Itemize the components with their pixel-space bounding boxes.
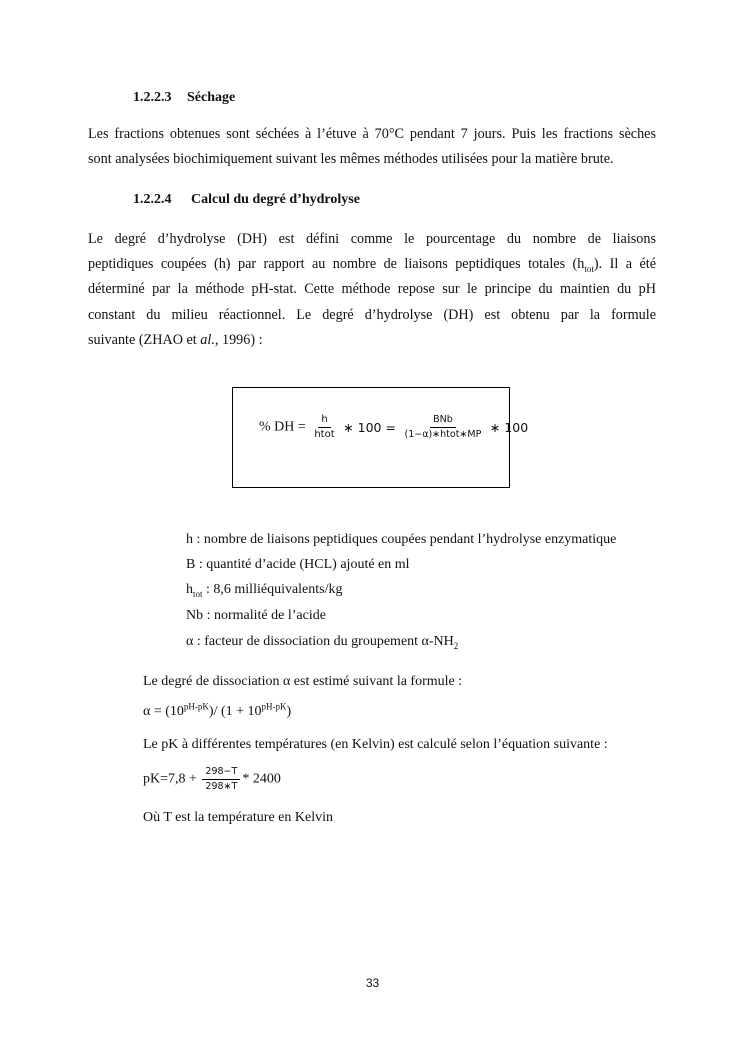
formula-mid: ∗ 100 = (343, 420, 396, 435)
text-run: * 2400 (242, 771, 281, 787)
definition-nb: Nb : normalité de l’acide (186, 608, 326, 623)
pk-note: Où T est la température en Kelvin (143, 810, 333, 825)
text-run: α = (10 (143, 704, 184, 719)
section-title: Séchage (187, 90, 236, 105)
text-run: ). Il a été (593, 256, 656, 273)
formula-lhs: % DH = (259, 419, 306, 435)
superscript: pH-pK (183, 701, 209, 712)
fraction-numerator: h (318, 414, 330, 428)
dissociation-formula (143, 701, 292, 720)
paragraph-line: sont analysées biochimiquement suivant les mêmes méthodes utilisées pour la matière brute. (88, 151, 614, 168)
paragraph-line: Les fractions obtenues sont séchées à l’étuve à 70°C pendant 7 jours. Puis les fractions sèches (88, 126, 656, 142)
definition-htot (186, 582, 343, 598)
paragraph-line: constant du milieu réactionnel. Le degré d’hydrolyse (DH) est obtenu par la formule (88, 306, 656, 323)
formula-box (232, 387, 529, 488)
formula-tail: ∗ 100 (489, 420, 529, 435)
subscript: tot (193, 588, 203, 599)
fraction-numerator: 298−T (202, 766, 240, 780)
text-run: : 8,6 milliéquivalents/kg (202, 582, 343, 597)
fraction-numerator: BNb (430, 414, 456, 428)
fraction-h-htot (311, 414, 337, 441)
section-number: 1.2.2.3 (133, 90, 172, 105)
page-number: 33 (365, 976, 380, 990)
definition-b: B : quantité d’acide (HCL) ajouté en ml (186, 557, 410, 572)
subscript: 2 (453, 640, 459, 651)
text-run: pK=7,8 + (143, 771, 201, 787)
text-run: ) (286, 704, 292, 719)
definition-h: h : nombre de liaisons peptidiques coupées pendant l’hydrolyse enzymatique (186, 532, 617, 547)
paragraph-line (88, 252, 656, 277)
dissociation-intro: Le degré de dissociation α est estimé suivant la formule : (143, 674, 463, 689)
superscript: pH-pK (261, 701, 287, 712)
paragraph-line (88, 328, 656, 353)
pk-intro: Le pK à différentes températures (en Kelvin) est calculé selon l’équation suivante : (143, 737, 608, 752)
text-run: suivante (ZHAO et (88, 331, 201, 348)
paragraph-sechage (88, 122, 656, 172)
text-run: α : facteur de dissociation du groupement α-NH (186, 634, 454, 649)
subscript: tot (584, 264, 594, 275)
fraction-bnb (402, 414, 485, 441)
paragraph-hydrolyse (88, 227, 656, 353)
fraction-denominator: 298∗T (205, 781, 238, 792)
definition-alpha (186, 634, 458, 650)
paragraph-line: déterminé par la méthode pH-stat. Cette méthode repose sur le principe du maintien du pH (88, 281, 656, 298)
paragraph-line: Le degré d’hydrolyse (DH) est défini comme le pourcentage du nombre de liaisons (88, 231, 656, 247)
pk-formula (143, 766, 281, 793)
text-run: )/ (1 + 10 (208, 704, 262, 719)
section-title: Calcul du degré d’hydrolyse (191, 192, 360, 207)
text-run: h (186, 582, 193, 597)
section-heading-1224 (133, 192, 360, 208)
fraction-denominator: (1−α)∗htot∗MP (404, 429, 482, 440)
dh-formula (259, 414, 528, 441)
section-heading-1223 (133, 90, 235, 106)
text-run: peptidiques coupées (h) par rapport au nombre de liaisons peptidiques totales (h (88, 256, 585, 273)
italic-text: al., (200, 331, 219, 348)
fraction-denominator: htot (314, 429, 335, 440)
fraction-temperature (202, 766, 240, 793)
text-run: 1996) : (218, 331, 263, 348)
section-number: 1.2.2.4 (133, 192, 172, 207)
